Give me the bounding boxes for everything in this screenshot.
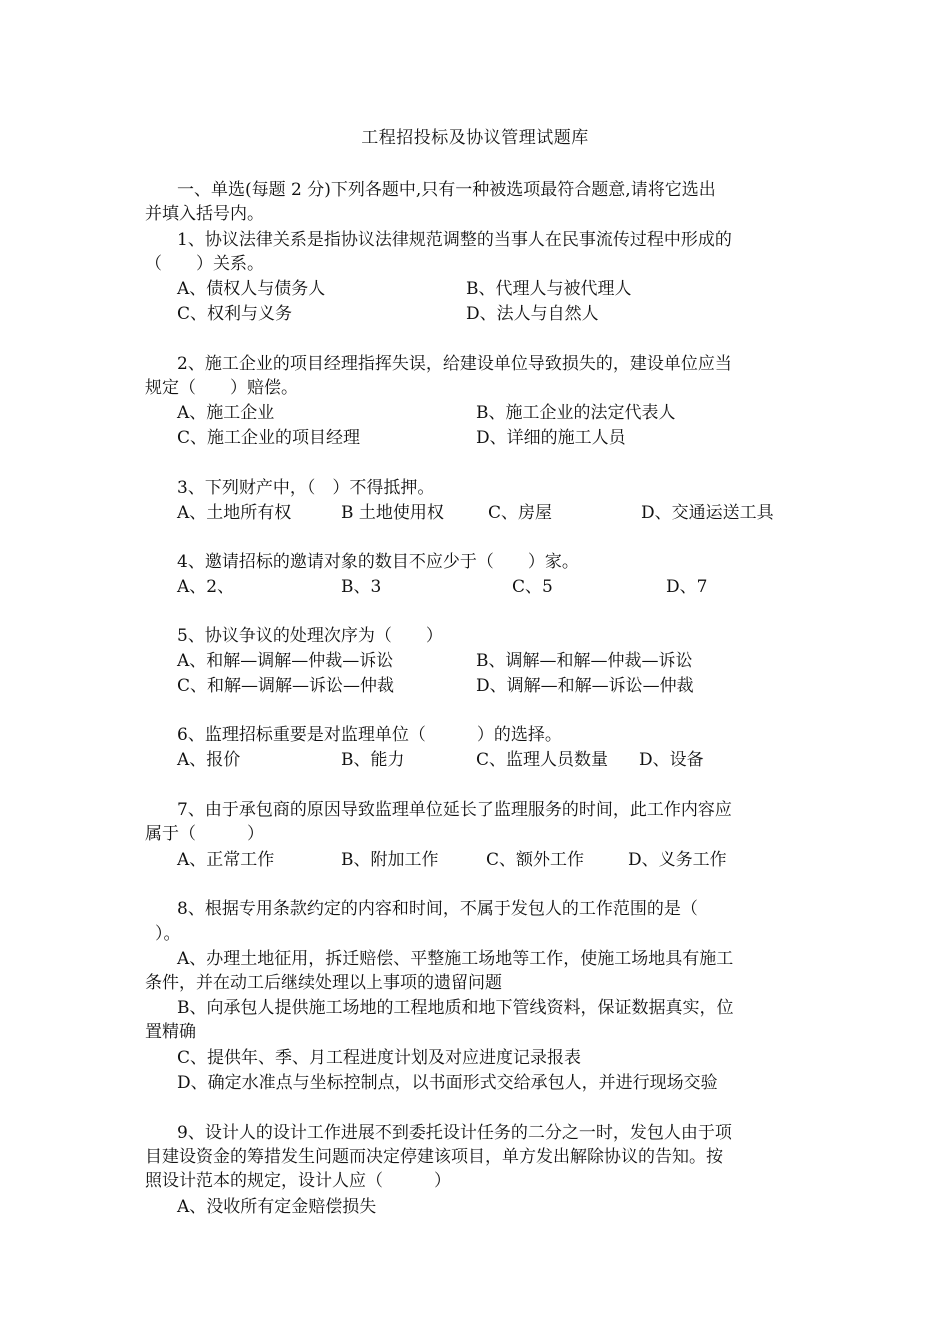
question-6-line-1: 6、监理招标重要是对监理单位（ ）的选择。 bbox=[177, 725, 562, 745]
question-1-option-a: A、债权人与债务人 bbox=[177, 279, 326, 299]
question-9-line-1: 9、设计人的设计工作进展不到委托设计任务的二分之一时，发包人由于项 bbox=[177, 1123, 732, 1143]
question-8-option-a-line-2: 条件，并在动工后继续处理以上事项的遗留问题 bbox=[145, 973, 502, 993]
question-1-option-d: D、法人与自然人 bbox=[466, 304, 599, 324]
question-4-line-1: 4、邀请招标的邀请对象的数目不应少于（ ）家。 bbox=[177, 552, 579, 572]
question-3-line-1: 3、下列财产中，（ ）不得抵押。 bbox=[177, 478, 435, 498]
section-heading-line-1: 一、单选(每题 2 分)下列各题中,只有一种被选项最符合题意,请将它选出 bbox=[177, 180, 716, 200]
question-9-line-3: 照设计范本的规定，设计人应（ ） bbox=[145, 1171, 451, 1191]
question-2-option-b: B、施工企业的法定代表人 bbox=[476, 403, 676, 423]
question-7-line-2: 属于（ ） bbox=[145, 824, 264, 844]
question-7-option-b: B、附加工作 bbox=[341, 850, 439, 870]
question-2-option-a: A、施工企业 bbox=[177, 403, 275, 423]
question-4-option-d: D、7 bbox=[666, 577, 708, 597]
question-8-option-b-line-1: B、向承包人提供施工场地的工程地质和地下管线资料，保证数据真实，位 bbox=[177, 998, 734, 1018]
question-8-line-1: 8、根据专用条款约定的内容和时间，不属于发包人的工作范围的是（ bbox=[177, 899, 698, 919]
question-5-option-d: D、调解—和解—诉讼—仲裁 bbox=[476, 676, 694, 696]
question-2-line-1: 2、施工企业的项目经理指挥失误，给建设单位导致损失的，建设单位应当 bbox=[177, 354, 732, 374]
question-3-option-b: B 土地使用权 bbox=[341, 503, 444, 523]
question-9-option-a: A、没收所有定金赔偿损失 bbox=[177, 1197, 377, 1217]
question-4-option-a: A、2、 bbox=[177, 577, 235, 597]
question-3-option-c: C、房屋 bbox=[488, 503, 553, 523]
question-8-option-b-line-2: 置精确 bbox=[145, 1022, 196, 1042]
section-heading-line-2: 并填入括号内。 bbox=[145, 204, 264, 224]
question-3-option-d: D、交通运送工具 bbox=[641, 503, 774, 523]
question-8-option-d: D、确定水准点与坐标控制点，以书面形式交给承包人，并进行现场交验 bbox=[177, 1073, 718, 1093]
document-title: 工程招投标及协议管理试题库 bbox=[361, 128, 589, 148]
question-6-option-c: C、监理人员数量 bbox=[476, 750, 609, 770]
question-6-option-a: A、报价 bbox=[177, 750, 241, 770]
question-6-option-b: B、能力 bbox=[341, 750, 405, 770]
question-2-line-2: 规定（ ）赔偿。 bbox=[145, 378, 298, 398]
question-5-option-b: B、调解—和解—仲裁—诉讼 bbox=[476, 651, 693, 671]
question-6-option-d: D、设备 bbox=[639, 750, 704, 770]
question-7-line-1: 7、由于承包商的原因导致监理单位延长了监理服务的时间，此工作内容应 bbox=[177, 800, 732, 820]
question-1-option-b: B、代理人与被代理人 bbox=[466, 279, 632, 299]
question-1-line-2: （ ）关系。 bbox=[145, 254, 264, 274]
question-2-option-c: C、施工企业的项目经理 bbox=[177, 428, 361, 448]
question-1-line-1: 1、协议法律关系是指协议法律规范调整的当事人在民事流传过程中形成的 bbox=[177, 230, 732, 250]
question-5-line-1: 5、协议争议的处理次序为（ ） bbox=[177, 626, 443, 646]
question-5-option-a: A、和解—调解—仲裁—诉讼 bbox=[177, 651, 394, 671]
question-8-option-c: C、提供年、季、月工程进度计划及对应进度记录报表 bbox=[177, 1048, 582, 1068]
question-1-option-c: C、权利与义务 bbox=[177, 304, 293, 324]
question-5-option-c: C、和解—调解—诉讼—仲裁 bbox=[177, 676, 395, 696]
question-2-option-d: D、详细的施工人员 bbox=[476, 428, 626, 448]
question-7-option-a: A、正常工作 bbox=[177, 850, 275, 870]
question-4-option-c: C、5 bbox=[512, 577, 553, 597]
question-8-line-2: ）。 bbox=[155, 924, 181, 944]
question-3-option-a: A、土地所有权 bbox=[177, 503, 292, 523]
question-7-option-c: C、额外工作 bbox=[486, 850, 585, 870]
question-8-option-a-line-1: A、办理土地征用，拆迁赔偿、平整施工场地等工作，使施工场地具有施工 bbox=[177, 949, 734, 969]
question-7-option-d: D、义务工作 bbox=[628, 850, 727, 870]
question-4-option-b: B、3 bbox=[341, 577, 382, 597]
question-9-line-2: 目建设资金的筹措发生问题而决定停建该项目，单方发出解除协议的告知。按 bbox=[145, 1147, 723, 1167]
